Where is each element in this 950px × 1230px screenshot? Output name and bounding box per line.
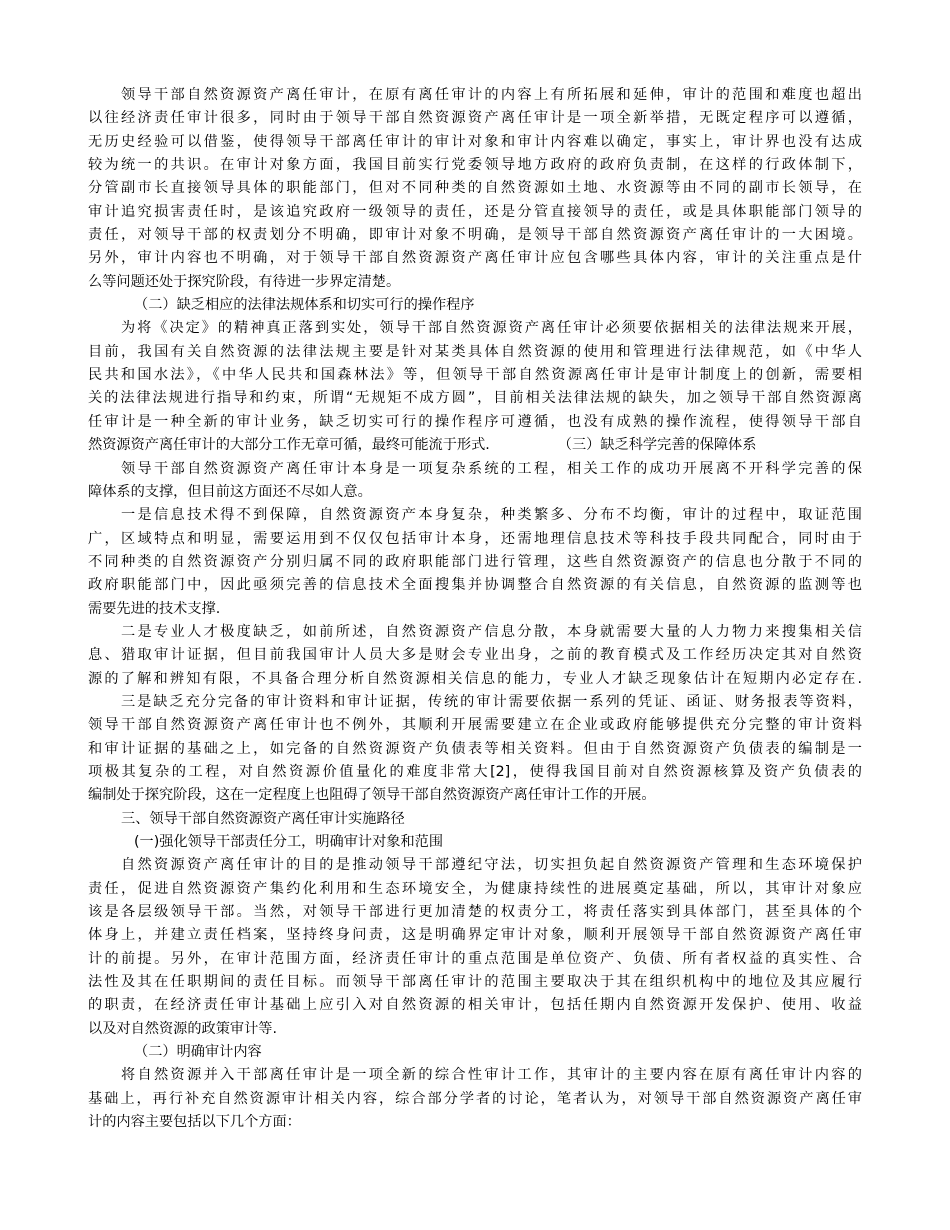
text-line: 较为统一的共识。在审计对象方面，我国目前实行党委领导地方政府的政府负责制，在这样的行政体制下， <box>88 157 862 174</box>
text-line: 领导干部自然资源资产离任审计，在原有离任审计的内容上有所拓展和延伸，审计的范围和难度也超出 <box>121 87 862 103</box>
text-line: 三是缺乏充分完备的审计资料和审计证据，传统的审计需要依据一系列的凭证、函证、财务报表等资料， <box>121 693 862 710</box>
text-line: 领导干部自然资源资产离任审计也不例外，其顺利开展需要建立在企业或政府能够提供充分完整的审计资料 <box>88 717 862 734</box>
text-line: 障体系的支撑，但目前这方面还不尽如人意。 <box>88 483 372 500</box>
text-line: 和审计证据的基础之上，如完备的自然资源资产负债表等相关资料。但由于自然资源资产负债表的编制是一 <box>88 740 862 757</box>
text-line: 的职责，在经济责任审计基础上应引入对自然资源的相关审计，包括任期内自然资源开发保护、使用、收益 <box>88 997 862 1014</box>
text-line: 该是各层级领导干部。当然，对领导干部进行更加清楚的权责分工，将责任落实到具体部门，甚至具体的个 <box>88 904 862 921</box>
text-line: 以往经济责任审计很多，同时由于领导干部自然资源资产离任审计是一项全新举措，无既定程序可以遵循， <box>88 110 862 127</box>
text-line: 计的前提。另外，在审计范围方面，经济责任审计的重点范围是单位资产、负债、所有者权益的真实性、合 <box>88 950 862 967</box>
text-line: 关的法律法规进行指导和约束，所谓“无规矩不成方圆”，目前相关法律法规的缺失，加之领导干部自然资源离 <box>88 390 862 407</box>
text-line: 政府职能部门中，因此亟须完善的信息技术全面搜集并协调整合自然资源的有关信息，自然资源的监测等也 <box>88 577 862 594</box>
section-heading: 三、领导干部自然资源资产离任审计实施路径 <box>121 810 405 827</box>
section-heading: （二）缺乏相应的法律法规体系和切实可行的操作程序 <box>134 297 475 314</box>
text-line: 领导干部自然资源资产离任审计本身是一项复杂系统的工程，相关工作的成功开展离不开科学完善的保 <box>121 460 862 477</box>
text-line: 责任，对领导干部的权责划分不明确，即审计对象不明确，是领导干部自然资源资产离任审计的一大困境。 <box>88 227 862 244</box>
text-line: 么等问题还处于探究阶段，有待进一步界定清楚。 <box>88 273 401 290</box>
text-line: 民共和国水法》，《中华人民共和国森林法》等，但领导干部自然资源离任审计是审计制度上的创新，需要相 <box>88 367 862 384</box>
text-line: 以及对自然资源的政策审计等. <box>88 1020 277 1037</box>
text-line: 法性及其在任职期间的责任目标。而领导干部离任审计的范围主要取决于其在组织机构中的地位及其应履行 <box>88 974 862 991</box>
text-line: 为将《决定》的精神真正落到实处，领导干部自然资源资产离任审计必须要依据相关的法律法规来开展， <box>121 320 862 337</box>
text-line: 息、猎取审计证据，但目前我国审计人员大多是财会专业出身，之前的教育模式及工作经历决定其对自然资 <box>88 647 862 664</box>
text-line: 将自然资源并入干部离任审计是一项全新的综合性审计工作，其审计的主要内容在原有离任审计内容的 <box>121 1067 862 1084</box>
text-line: 基础上，再行补充自然资源审计相关内容，综合部分学者的讨论，笔者认为，对领导干部自然资源资产离任审 <box>88 1090 862 1107</box>
section-heading: (一)强化领导干部责任分工，明确审计对象和范围 <box>134 834 444 850</box>
text-line-segment: 然资源资产离任审计的大部分工作无章可循，最终可能流于形式. <box>88 437 490 454</box>
section-heading: （二）明确审计内容 <box>134 1044 262 1061</box>
text-line: 责任，促进自然资源资产集约化利用和生态环境安全，为健康持续性的进展奠定基础，所以，其审计对象应 <box>88 880 862 897</box>
text-line: 源的了解和辨知有限，不具备合理分析自然资源相关信息的能力，专业人才缺乏现象估计在短期内必定存在. <box>88 670 862 687</box>
text-line: 分管副市长直接领导具体的职能部门，但对不同种类的自然资源如土地、水资源等由不同的副市长领导，在 <box>88 180 862 197</box>
text-line: 审计追究损害责任时，是该追究政府一级领导的责任，还是分管直接领导的责任，或是具体职能部门领导的 <box>88 203 862 220</box>
text-line: 目前，我国有关自然资源的法律法规主要是针对某类具体自然资源的使用和管理进行法律规范，如《中华人 <box>88 343 862 360</box>
text-line: 广，区域特点和明显，需要运用到不仅仅包括审计本身，还需地理信息技术等科技手段共同配合，同时由于 <box>88 530 862 547</box>
text-line: 无历史经验可以借鉴，使得领导干部离任审计的审计对象和审计内容难以确定，事实上，审计界也没有达成 <box>88 133 862 150</box>
text-line: 计的内容主要包括以下几个方面： <box>88 1114 301 1131</box>
text-line: 不同种类的自然资源资产分别归属不同的政府职能部门进行管理，这些自然资源资产的信息也分散于不同的 <box>88 553 862 570</box>
text-line: 需要先进的技术支撑. <box>88 600 221 617</box>
text-line: 一是信息技术得不到保障，自然资源资产本身复杂，种类繁多、分布不均衡，审计的过程中，取证范围 <box>121 507 862 524</box>
section-heading: （三）缺乏科学完善的保障体系 <box>557 437 757 454</box>
text-line: 编制处于探究阶段，这在一定程度上也阻碍了领导干部自然资源资产离任审计工作的开展。 <box>88 787 656 804</box>
text-line: 体身上，并建立责任档案，坚持终身问责，这是明确界定审计对象，顺利开展领导干部自然资源资产离任审 <box>88 927 862 944</box>
text-line: 另外，审计内容也不明确，对于领导干部自然资源资产离任审计应包含哪些具体内容，审计的关注重点是什 <box>88 250 862 267</box>
text-line: 自然资源资产离任审计的目的是推动领导干部遵纪守法，切实担负起自然资源资产管理和生态环境保护 <box>121 857 862 874</box>
text-line <box>88 434 862 457</box>
text-line: 任审计是一种全新的审计业务，缺乏切实可行的操作程序可遵循，也没有成熟的操作流程，使得领导干部自 <box>88 413 862 430</box>
text-line: 二是专业人才极度缺乏，如前所述，自然资源资产信息分散，本身就需要大量的人力物力来搜集相关信 <box>121 623 862 640</box>
text-line: 项极其复杂的工程，对自然资源价值量化的难度非常大[2]，使得我国目前对自然资源核算及资产负债表的 <box>88 763 862 780</box>
